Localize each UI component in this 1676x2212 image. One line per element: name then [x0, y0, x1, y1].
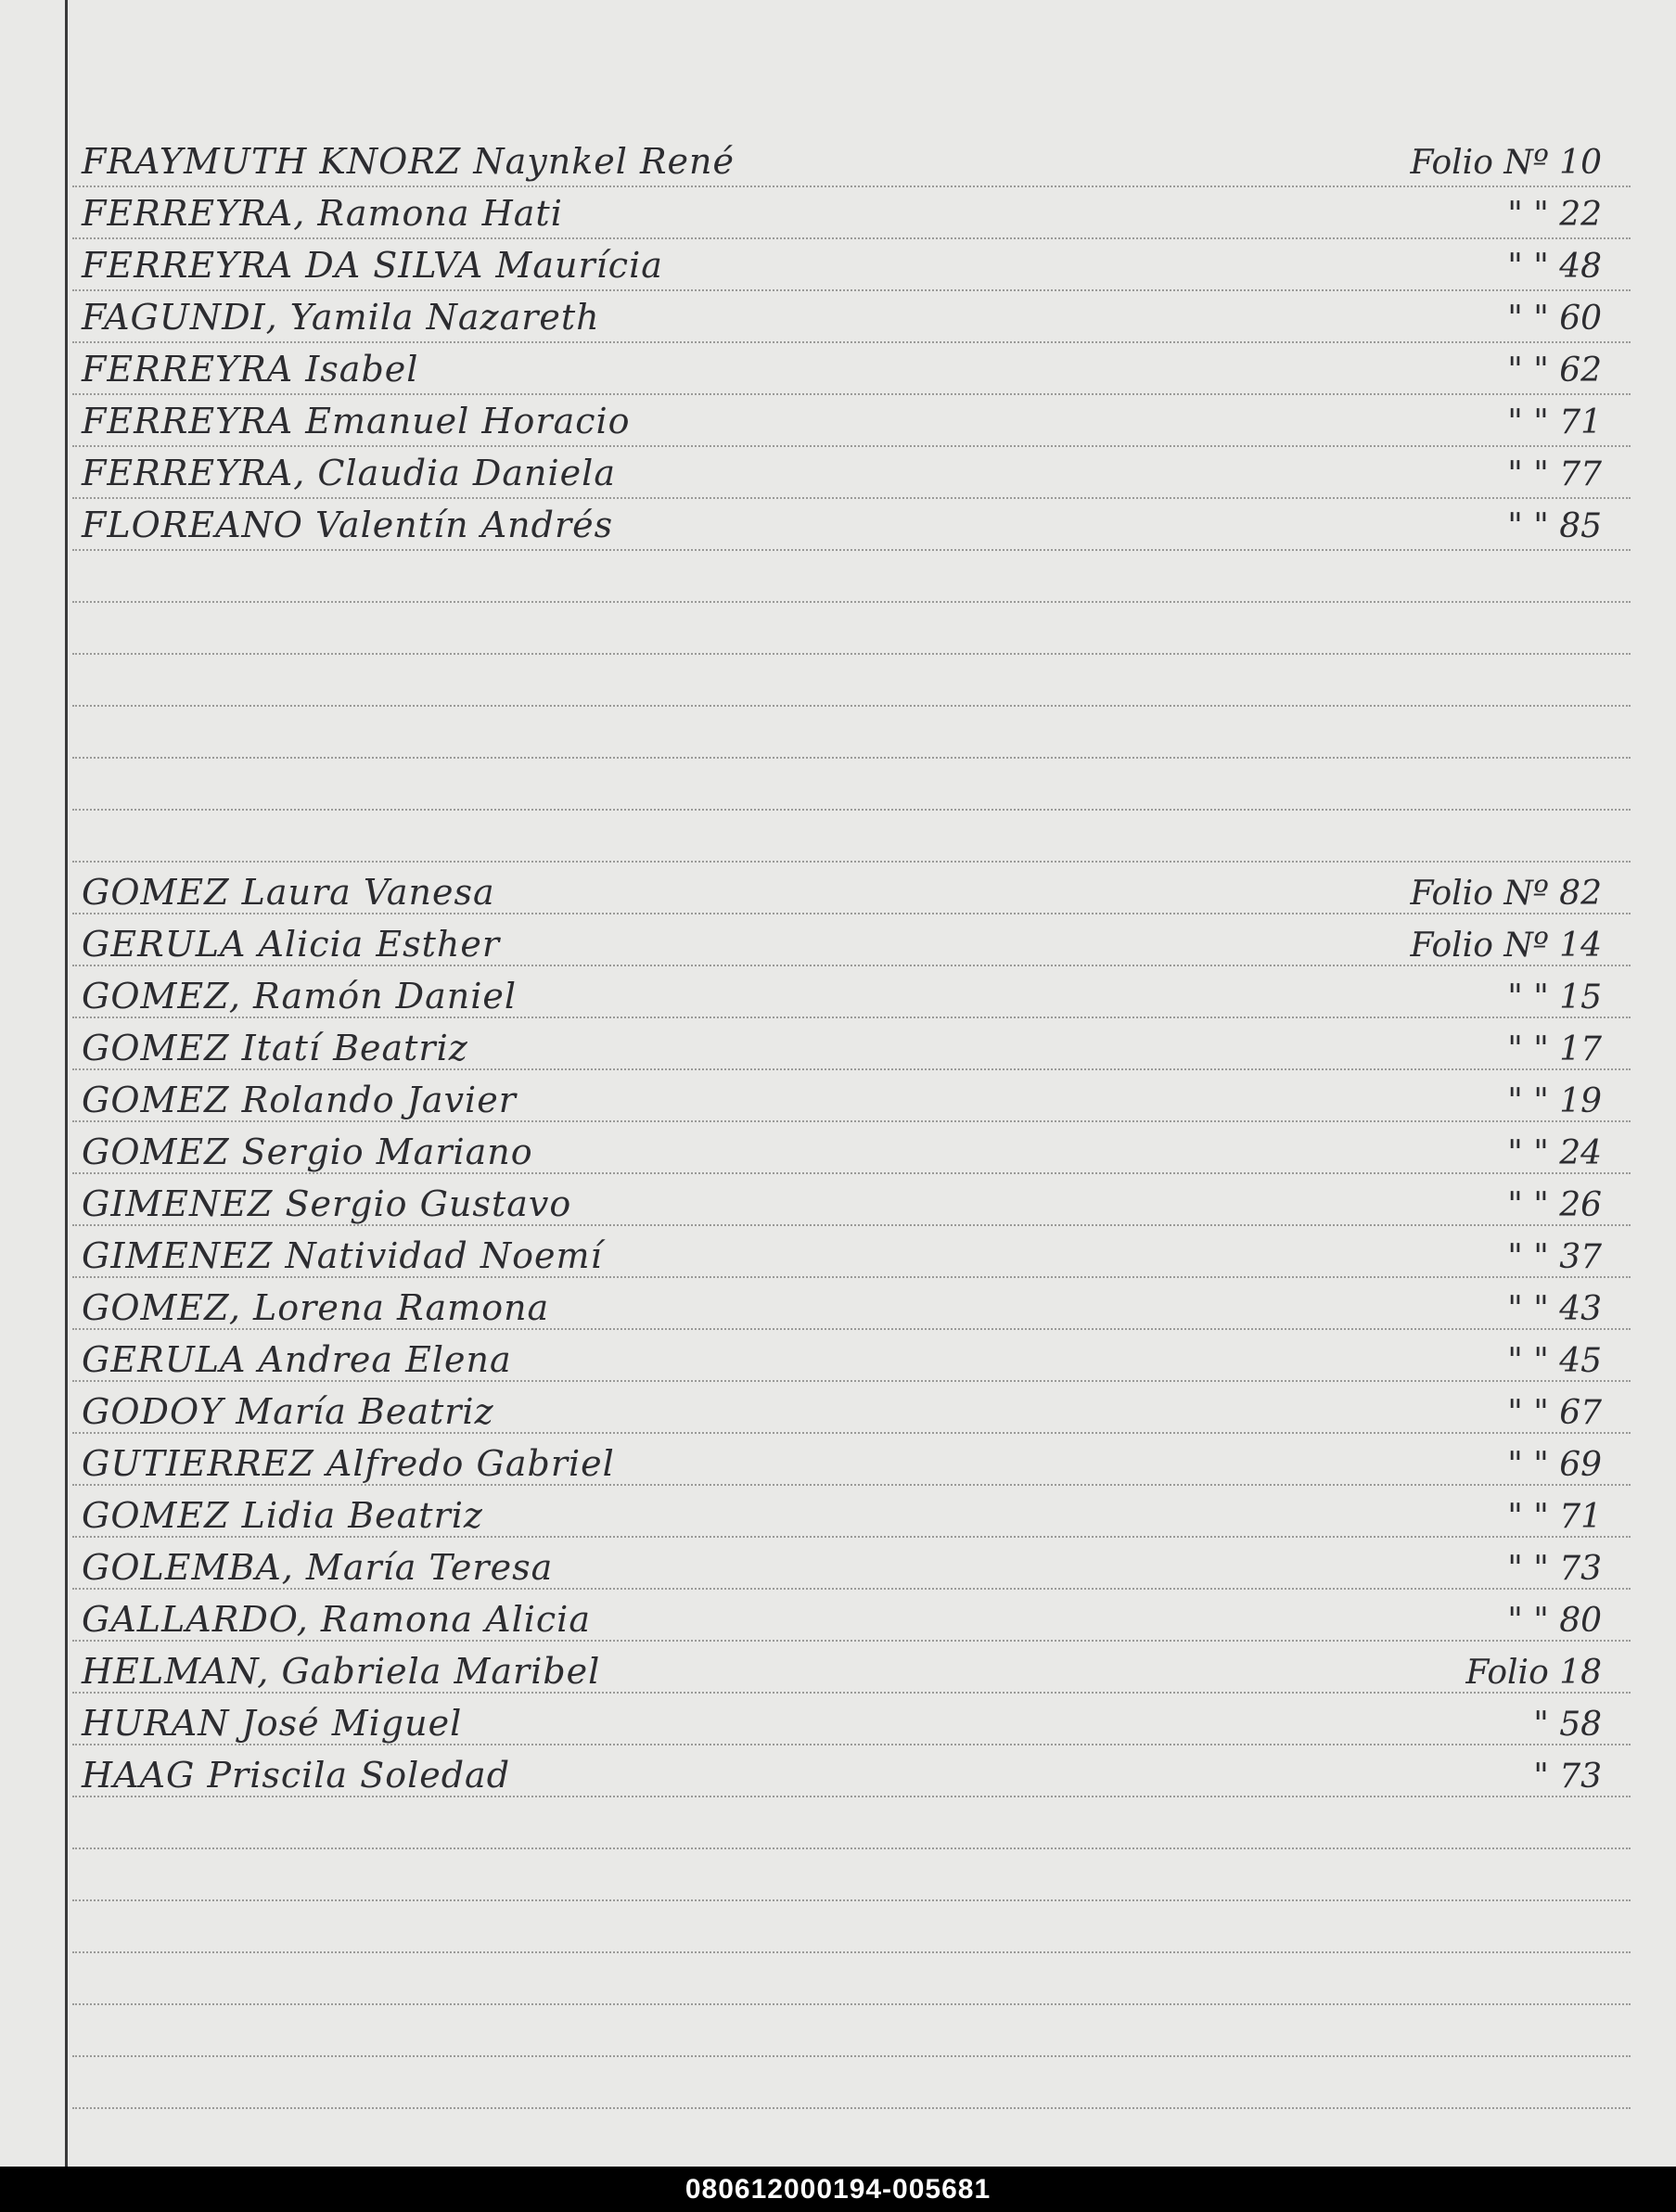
entry-name: FAGUNDI, Yamila Nazareth [82, 297, 600, 338]
entry-name: GODOY María Beatriz [82, 1391, 494, 1432]
entry-folio: " " 73 [1507, 1550, 1602, 1588]
document-id-footer: 080612000194-005681 [0, 2167, 1676, 2212]
entry-name: HURAN José Miguel [82, 1703, 463, 1744]
entry-folio: " " 43 [1507, 1290, 1602, 1328]
entry-name: GOLEMBA, María Teresa [82, 1547, 554, 1588]
entry-name: GOMEZ Lidia Beatriz [82, 1495, 483, 1536]
index-entry [0, 1384, 1676, 1436]
entry-name: FERREYRA, Claudia Daniela [82, 453, 616, 493]
entry-name: GALLARDO, Ramona Alicia [82, 1599, 591, 1640]
index-entry [0, 341, 1676, 393]
entry-folio: " 58 [1533, 1706, 1602, 1744]
entry-folio: Folio Nº 10 [1410, 144, 1602, 182]
entry-name: HAAG Priscila Soledad [82, 1755, 511, 1796]
entry-folio: " " 48 [1507, 248, 1602, 286]
entry-name: FERREYRA Emanuel Horacio [82, 401, 631, 441]
index-entry [0, 1540, 1676, 1592]
index-entry [0, 134, 1676, 185]
index-entry [0, 237, 1676, 289]
entry-folio: " " 62 [1507, 352, 1602, 390]
entry-name: HELMAN, Gabriela Maribel [82, 1651, 601, 1692]
index-entry [0, 445, 1676, 497]
entry-name: GOMEZ Rolando Javier [82, 1080, 517, 1120]
entry-name: GERULA Andrea Elena [82, 1339, 512, 1380]
index-entry [0, 968, 1676, 1020]
index-entry [0, 916, 1676, 968]
entry-name: GOMEZ Laura Vanesa [82, 872, 495, 913]
index-entry [0, 1124, 1676, 1176]
entry-folio: Folio 18 [1465, 1654, 1602, 1692]
entry-name: GOMEZ, Lorena Ramona [82, 1287, 550, 1328]
index-entry [0, 1747, 1676, 1799]
index-entry [0, 289, 1676, 341]
index-entry [0, 1488, 1676, 1540]
entry-folio: " " 67 [1507, 1394, 1602, 1432]
entry-folio: " " 37 [1507, 1238, 1602, 1276]
entry-name: FLOREANO Valentín Andrés [82, 505, 614, 545]
index-entry [0, 1436, 1676, 1488]
entry-folio: " " 22 [1507, 196, 1602, 234]
index-entry [0, 1176, 1676, 1228]
entry-name: GOMEZ Sergio Mariano [82, 1132, 533, 1172]
index-entry [0, 1695, 1676, 1747]
entry-name: FERREYRA DA SILVA Maurícia [82, 245, 663, 286]
entry-folio: Folio Nº 82 [1410, 875, 1602, 913]
entry-name: GIMENEZ Natividad Noemí [82, 1235, 603, 1276]
entry-name: FRAYMUTH KNORZ Naynkel René [82, 141, 736, 182]
index-entry [0, 185, 1676, 237]
entry-name: GOMEZ, Ramón Daniel [82, 976, 518, 1016]
index-entry [0, 1072, 1676, 1124]
entry-folio: " " 71 [1507, 1498, 1602, 1536]
index-entry [0, 864, 1676, 916]
index-entry [0, 1643, 1676, 1695]
index-entry [0, 393, 1676, 445]
entry-folio: Folio Nº 14 [1410, 927, 1602, 965]
entry-folio: " " 19 [1507, 1082, 1602, 1120]
entry-folio: " " 71 [1507, 403, 1602, 441]
entry-folio: " " 69 [1507, 1446, 1602, 1484]
index-entry [0, 1592, 1676, 1643]
index-entry [0, 497, 1676, 549]
entry-name: FERREYRA Isabel [82, 349, 419, 390]
index-entry [0, 1332, 1676, 1384]
entry-name: GERULA Alicia Esther [82, 924, 501, 965]
entry-folio: " " 15 [1507, 978, 1602, 1016]
entry-name: GUTIERREZ Alfredo Gabriel [82, 1443, 615, 1484]
entry-folio: " 73 [1533, 1758, 1602, 1796]
entry-name: GOMEZ Itatí Beatriz [82, 1028, 468, 1068]
entry-name: FERREYRA, Ramona Hati [82, 193, 563, 234]
entry-folio: " " 85 [1507, 507, 1602, 545]
entry-folio: " " 80 [1507, 1602, 1602, 1640]
entry-folio: " " 24 [1507, 1134, 1602, 1172]
entry-folio: " " 26 [1507, 1186, 1602, 1224]
entry-folio: " " 77 [1507, 455, 1602, 493]
entry-folio: " " 17 [1507, 1030, 1602, 1068]
entry-folio: " " 60 [1507, 300, 1602, 338]
entry-folio: " " 45 [1507, 1342, 1602, 1380]
index-entry [0, 1020, 1676, 1072]
index-entry [0, 1228, 1676, 1280]
entry-name: GIMENEZ Sergio Gustavo [82, 1183, 572, 1224]
index-entry [0, 1280, 1676, 1332]
